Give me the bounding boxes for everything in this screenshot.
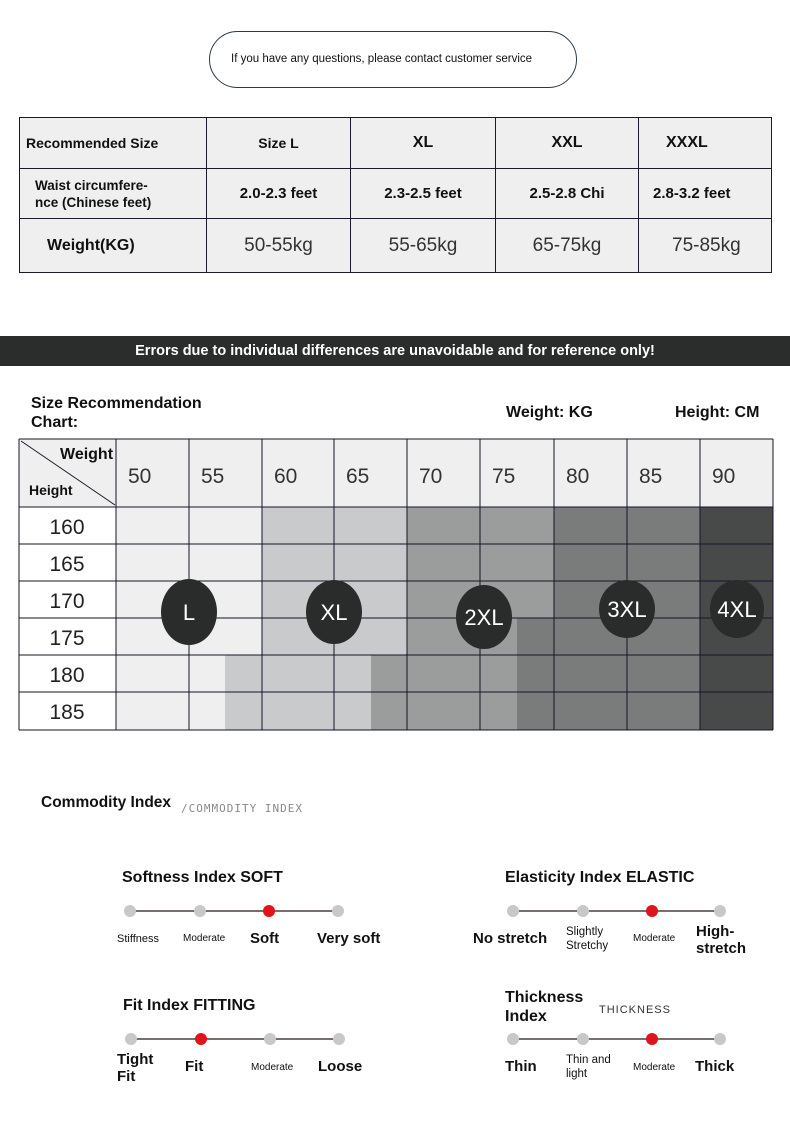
commodity-index-subtitle: /COMMODITY INDEX bbox=[181, 802, 303, 815]
size-badge-label: XL bbox=[320, 600, 348, 625]
disclaimer-banner: Errors due to individual differences are unavoidable and for reference only! bbox=[0, 336, 790, 366]
index-option-label: Loose bbox=[318, 1058, 363, 1075]
index-dot-selected bbox=[195, 1033, 207, 1045]
size-badge-label: L bbox=[182, 600, 196, 625]
spec-cell: 2.8-3.2 feet bbox=[639, 169, 772, 219]
spec-cell: 55-65kg bbox=[351, 219, 496, 273]
contact-text: If you have any questions, please contact customer service bbox=[231, 53, 533, 65]
index-option-label: Stiffness bbox=[117, 933, 159, 945]
waist-label-line1: Waist circumfere- bbox=[35, 177, 148, 193]
index-dot bbox=[714, 1033, 726, 1045]
index-dot bbox=[577, 905, 589, 917]
index-option-label: Thin and light bbox=[566, 1054, 611, 1080]
index-option-label: Moderate bbox=[251, 1062, 294, 1073]
spec-header-label: Recommended Size bbox=[20, 118, 207, 169]
index-option-label: Very soft bbox=[317, 930, 381, 947]
index-dot bbox=[125, 1033, 137, 1045]
softness-index-title: Softness Index SOFT bbox=[122, 869, 283, 886]
fit-index-title: Fit Index FITTING bbox=[123, 997, 256, 1014]
index-dot bbox=[194, 905, 206, 917]
index-option-label: Thin bbox=[505, 1058, 537, 1075]
index-dot bbox=[332, 905, 344, 917]
index-dot bbox=[507, 1033, 519, 1045]
weight-tick-label: 50 bbox=[128, 465, 152, 488]
height-tick-label: 165 bbox=[49, 553, 85, 576]
commodity-index-title: Commodity Index bbox=[41, 794, 172, 811]
index-dot bbox=[333, 1033, 345, 1045]
index-dot bbox=[124, 905, 136, 917]
index-track bbox=[513, 1038, 720, 1040]
index-option-label: Slightly Stretchy bbox=[566, 926, 609, 952]
index-option-label: No stretch bbox=[473, 930, 548, 947]
weight-tick-label: 80 bbox=[566, 465, 590, 488]
index-dot bbox=[714, 905, 726, 917]
index-dot bbox=[577, 1033, 589, 1045]
index-dot bbox=[507, 905, 519, 917]
index-dot bbox=[264, 1033, 276, 1045]
size-chart-title-line1: Size Recommendation bbox=[31, 395, 202, 412]
thickness-index-subtitle: THICKNESS bbox=[599, 1004, 671, 1016]
index-option-label: Soft bbox=[250, 930, 280, 947]
index-option-label: Moderate bbox=[633, 1062, 676, 1073]
weight-tick-label: 55 bbox=[201, 465, 225, 488]
index-option-label: High-stretch bbox=[696, 923, 747, 957]
height-tick-label: 185 bbox=[49, 701, 85, 724]
index-option-label: Moderate bbox=[183, 933, 226, 944]
weight-unit-label: Weight: KG bbox=[506, 404, 593, 421]
index-track bbox=[131, 1038, 339, 1040]
weight-tick-label: 65 bbox=[346, 465, 370, 488]
height-tick-label: 160 bbox=[49, 516, 85, 539]
height-unit-label: Height: CM bbox=[675, 404, 760, 421]
spec-cell: 75-85kg bbox=[639, 219, 772, 273]
spec-row-label: Weight(KG) bbox=[20, 219, 207, 273]
size-badge-label: 3XL bbox=[607, 597, 647, 622]
waist-label-line2: nce (Chinese feet) bbox=[35, 194, 152, 210]
size-badge-label: 2XL bbox=[464, 605, 504, 630]
height-tick-label: 170 bbox=[49, 590, 85, 613]
spec-header-size: XL bbox=[351, 118, 496, 169]
index-dot-selected bbox=[646, 1033, 658, 1045]
weight-tick-label: 75 bbox=[492, 465, 516, 488]
size-badge-label: 4XL bbox=[717, 597, 757, 622]
index-track bbox=[513, 910, 720, 912]
spec-cell: 2.5-2.8 Chi bbox=[496, 169, 639, 219]
zone-3XL-step bbox=[517, 618, 554, 655]
index-option-label: Thick bbox=[695, 1058, 735, 1075]
spec-cell: 2.0-2.3 feet bbox=[207, 169, 351, 219]
spec-cell: 2.3-2.5 feet bbox=[351, 169, 496, 219]
index-option-label: Fit bbox=[185, 1058, 204, 1075]
index-track bbox=[130, 910, 338, 912]
elasticity-index-title: Elasticity Index ELASTIC bbox=[505, 869, 695, 886]
height-tick-label: 175 bbox=[49, 627, 85, 650]
spec-header-size: XXXL bbox=[639, 118, 772, 169]
corner-weight-label: Weight bbox=[60, 446, 114, 463]
height-tick-label: 180 bbox=[49, 664, 85, 687]
weight-tick-label: 60 bbox=[274, 465, 298, 488]
spec-cell: 65-75kg bbox=[496, 219, 639, 273]
thickness-index-title: Thickness Index bbox=[505, 989, 584, 1025]
corner-height-label: Height bbox=[29, 482, 73, 498]
spec-header-size: XXL bbox=[496, 118, 639, 169]
spec-cell: 50-55kg bbox=[207, 219, 351, 273]
weight-tick-label: 85 bbox=[639, 465, 663, 488]
weight-tick-label: 70 bbox=[419, 465, 443, 488]
size-chart-title-line2: Chart: bbox=[31, 414, 79, 431]
index-option-label: Moderate bbox=[633, 933, 676, 944]
index-dot-selected bbox=[263, 905, 275, 917]
spec-header-size: Size L bbox=[207, 118, 351, 169]
index-option-label: Tight Fit bbox=[117, 1051, 154, 1085]
weight-tick-label: 90 bbox=[712, 465, 736, 488]
index-dot-selected bbox=[646, 905, 658, 917]
